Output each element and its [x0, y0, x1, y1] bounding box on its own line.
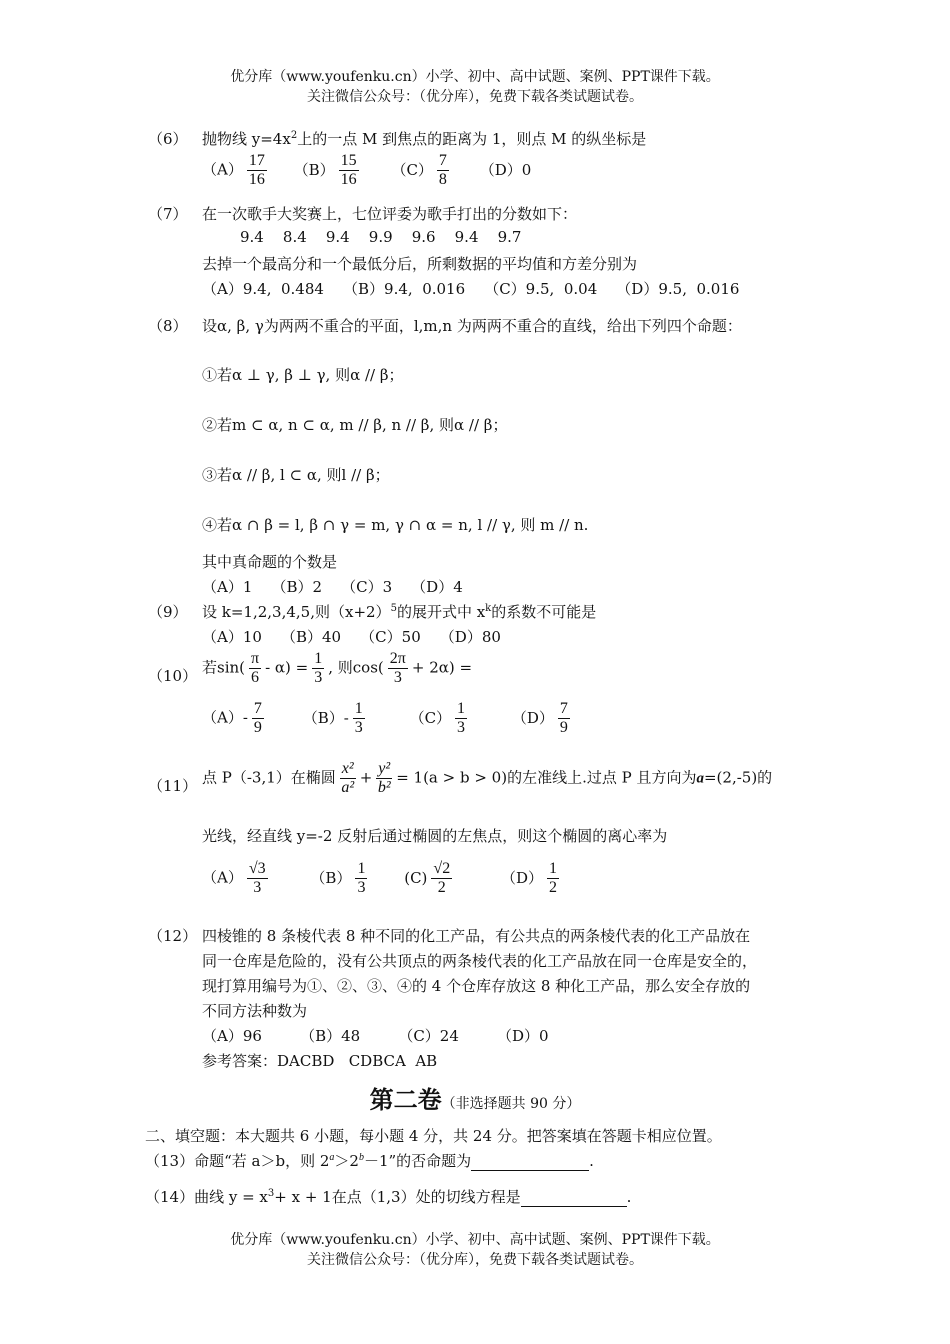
question-8-options: （A）1 （B）2 （C）3 （D）4: [202, 578, 463, 596]
question-12-line-4: 不同方法种数为: [202, 1002, 308, 1020]
question-number-8: （8）: [148, 317, 188, 335]
section-2-instruction: 二、填空题：本大题共 6 小题，每小题 4 分，共 24 分。把答案填在答题卡相应位置。: [145, 1127, 722, 1145]
question-9-text: 设 k=1,2,3,4,5,则$(x+2)^5$的展开式中 $x^k$的系数不可能是: [202, 603, 597, 621]
question-number-10: （10）: [148, 667, 198, 685]
question-7-options: （A）9.4, 0.484 （B）9.4, 0.016 （C）9.5, 0.04 （D）9.5, 0.016: [202, 280, 740, 298]
question-11-options: （A） $\frac{√3}{3}$ （B） $\frac{1}{3}$ (C) $\frac{√2}{2}$ （D） $\frac{1}{2}$: [202, 860, 557, 896]
question-number-11: （11）: [148, 777, 198, 795]
proposition-1: ①若α ⊥ γ, β ⊥ γ, 则α // β；: [202, 366, 404, 384]
question-number-7: （7）: [148, 205, 188, 223]
question-7-text: 在一次歌手大奖赛上，七位评委为歌手打出的分数如下：: [202, 205, 578, 223]
section-2-heading: 第二卷（非选择题共 90 分）: [369, 1085, 581, 1114]
question-12-line-3: 现打算用编号为①、②、③、④的 4 个仓库存放这 8 种化工产品，那么安全存放的: [202, 977, 751, 995]
question-number-6: （6）: [148, 130, 188, 148]
question-number-9: （9）: [148, 603, 188, 621]
question-10-options: （A）- $\frac{7}{9}$ （B）- $\frac{1}{3}$ （C） $\frac{1}{3}$ （D） $\frac{7}{9}$: [202, 700, 568, 736]
question-8-text-2: 其中真命题的个数是: [202, 553, 338, 571]
proposition-3: ③若α // β, l ⊂ α, 则l // β；: [202, 466, 390, 484]
question-11-text: 点 P（-3,1）在椭圆 $\frac{\text{x²}}{\text{a²}}$ + $\frac{\text{y²}}{\text{b²}}$ = 1(a > b > 0)的左准线上.过点 P 且方向为a=(2,-5)的: [202, 760, 773, 796]
footer-line-1: 优分库（www.youfenku.cn）小学、初中、高中试题、案例、PPT课件下载。: [230, 1232, 720, 1248]
question-13: （13）命题“若 a＞b，则 $2^a>2^b-1$”的否命题为 .: [145, 1152, 594, 1170]
proposition-2: ②若m ⊂ α, n ⊂ α, m // β, n // β, 则α // β；: [202, 416, 508, 434]
proposition-4: ④若α ∩ β = l, β ∩ γ = m, γ ∩ α = n, l // γ, 则 m // n.: [202, 516, 589, 534]
header-line-2: 关注微信公众号：（优分库），免费下载各类试题试卷。: [307, 89, 643, 105]
question-14: （14）曲线 $y = x^3+ x + 1$在点（1,3）处的切线方程是 .: [145, 1188, 632, 1206]
question-11-text-2: 光线，经直线 y=-2 反射后通过椭圆的左焦点，则这个椭圆的离心率为: [202, 827, 668, 845]
header-line-1: 优分库（www.youfenku.cn）小学、初中、高中试题、案例、PPT课件下载。: [230, 69, 720, 85]
question-6-text: 抛物线 $y=4x^2$上的一点 M 到焦点的距离为 1，则点 M 的纵坐标是: [202, 130, 647, 148]
footer-line-2: 关注微信公众号：（优分库），免费下载各类试题试卷。: [307, 1252, 643, 1268]
answer-key: 参考答案：DACBD CDBCA AB: [202, 1052, 438, 1070]
answer-blank-14[interactable]: [521, 1188, 627, 1207]
question-number-12: （12）: [148, 927, 198, 945]
question-7-scores: 9.4 8.4 9.4 9.9 9.6 9.4 9.7: [240, 228, 522, 246]
question-10-expression: 若sin( $\frac{\pi}{6}$ - α) = $\frac{1}{3}$ , 则cos( $\frac{2\pi}{3}$ + 2α) =: [202, 650, 473, 686]
question-12-options: （A）96 （B）48 （C）24 （D）0: [202, 1027, 549, 1045]
question-12-line-2: 同一仓库是危险的，没有公共顶点的两条棱代表的化工产品放在同一仓库是安全的，: [202, 952, 758, 970]
question-8-text: 设α, β, γ为两两不重合的平面，l,m,n 为两两不重合的直线，给出下列四个命题：: [202, 317, 742, 335]
answer-blank-13[interactable]: [471, 1152, 589, 1171]
question-6-options: （A） $\frac{17}{16}$ （B） $\frac{15}{16}$ （C） $\frac{7}{8}$ （D）0: [202, 152, 532, 188]
question-7-text-2: 去掉一个最高分和一个最低分后，所剩数据的平均值和方差分别为: [202, 255, 638, 273]
question-9-options: （A）10 （B）40 （C）50 （D）80: [202, 628, 501, 646]
question-12-line-1: 四棱锥的 8 条棱代表 8 种不同的化工产品，有公共点的两条棱代表的化工产品放在: [202, 927, 751, 945]
